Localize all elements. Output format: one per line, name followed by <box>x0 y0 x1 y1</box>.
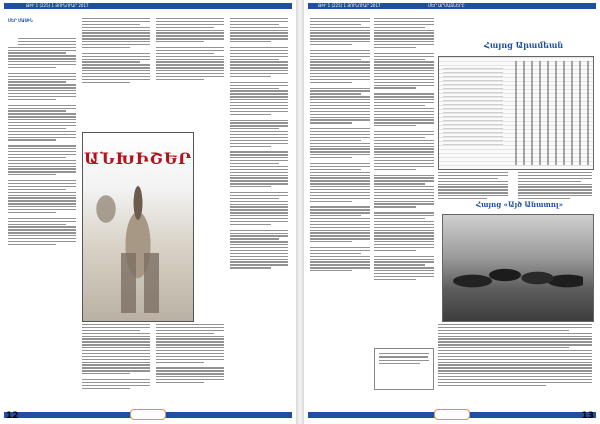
manuscript-text-block <box>443 65 503 145</box>
left-page-number: 12 <box>6 411 19 421</box>
left-column-2 <box>82 18 150 85</box>
poster-legs-shape <box>121 253 159 313</box>
right-caption-box <box>374 348 434 390</box>
right-column-3 <box>438 172 508 201</box>
left-column-2-lower <box>82 324 150 391</box>
left-column-1 <box>8 38 76 247</box>
right-header-text: ԹԻՒ 1 (225) 1 ՅՈՒՆՈՒԱՐ 2017 <box>318 3 381 8</box>
right-lower-text <box>438 324 592 388</box>
right-title-2: Հայոց «Այծ Անատոլ» <box>476 200 564 209</box>
manuscript-glyphs <box>509 61 589 165</box>
manuscript-image <box>438 56 594 170</box>
poster-title: ԱՆԽԻՇԵՐ <box>83 149 193 168</box>
right-footer-logo <box>434 409 470 420</box>
horsemen-photo <box>442 214 594 322</box>
right-page-number: 13 <box>581 411 594 421</box>
left-page <box>4 0 292 424</box>
movie-poster-image <box>82 132 194 322</box>
right-column-4 <box>518 172 592 201</box>
left-footer-logo <box>130 409 166 420</box>
right-column-2 <box>374 18 434 282</box>
spread-gutter <box>296 0 304 424</box>
right-section-text: ՄԵՐ ԱՐՄԱՏՆԵՐԸ <box>428 3 465 8</box>
right-page <box>308 0 596 424</box>
left-column-3-lower <box>156 324 224 385</box>
photo-horses-shapes <box>453 245 583 305</box>
left-header-text: ԹԻՒ 1 (225) 1 ՅՈՒՆՈՒԱՐ 2017 <box>26 3 89 8</box>
right-title-1: Հայոց Արամեան <box>484 40 564 50</box>
right-column-1 <box>310 18 370 273</box>
left-column-4 <box>230 18 288 270</box>
left-section-label: ՄԵՐ ՄԱՍԻՆ <box>8 18 33 23</box>
left-column-3 <box>156 18 224 82</box>
